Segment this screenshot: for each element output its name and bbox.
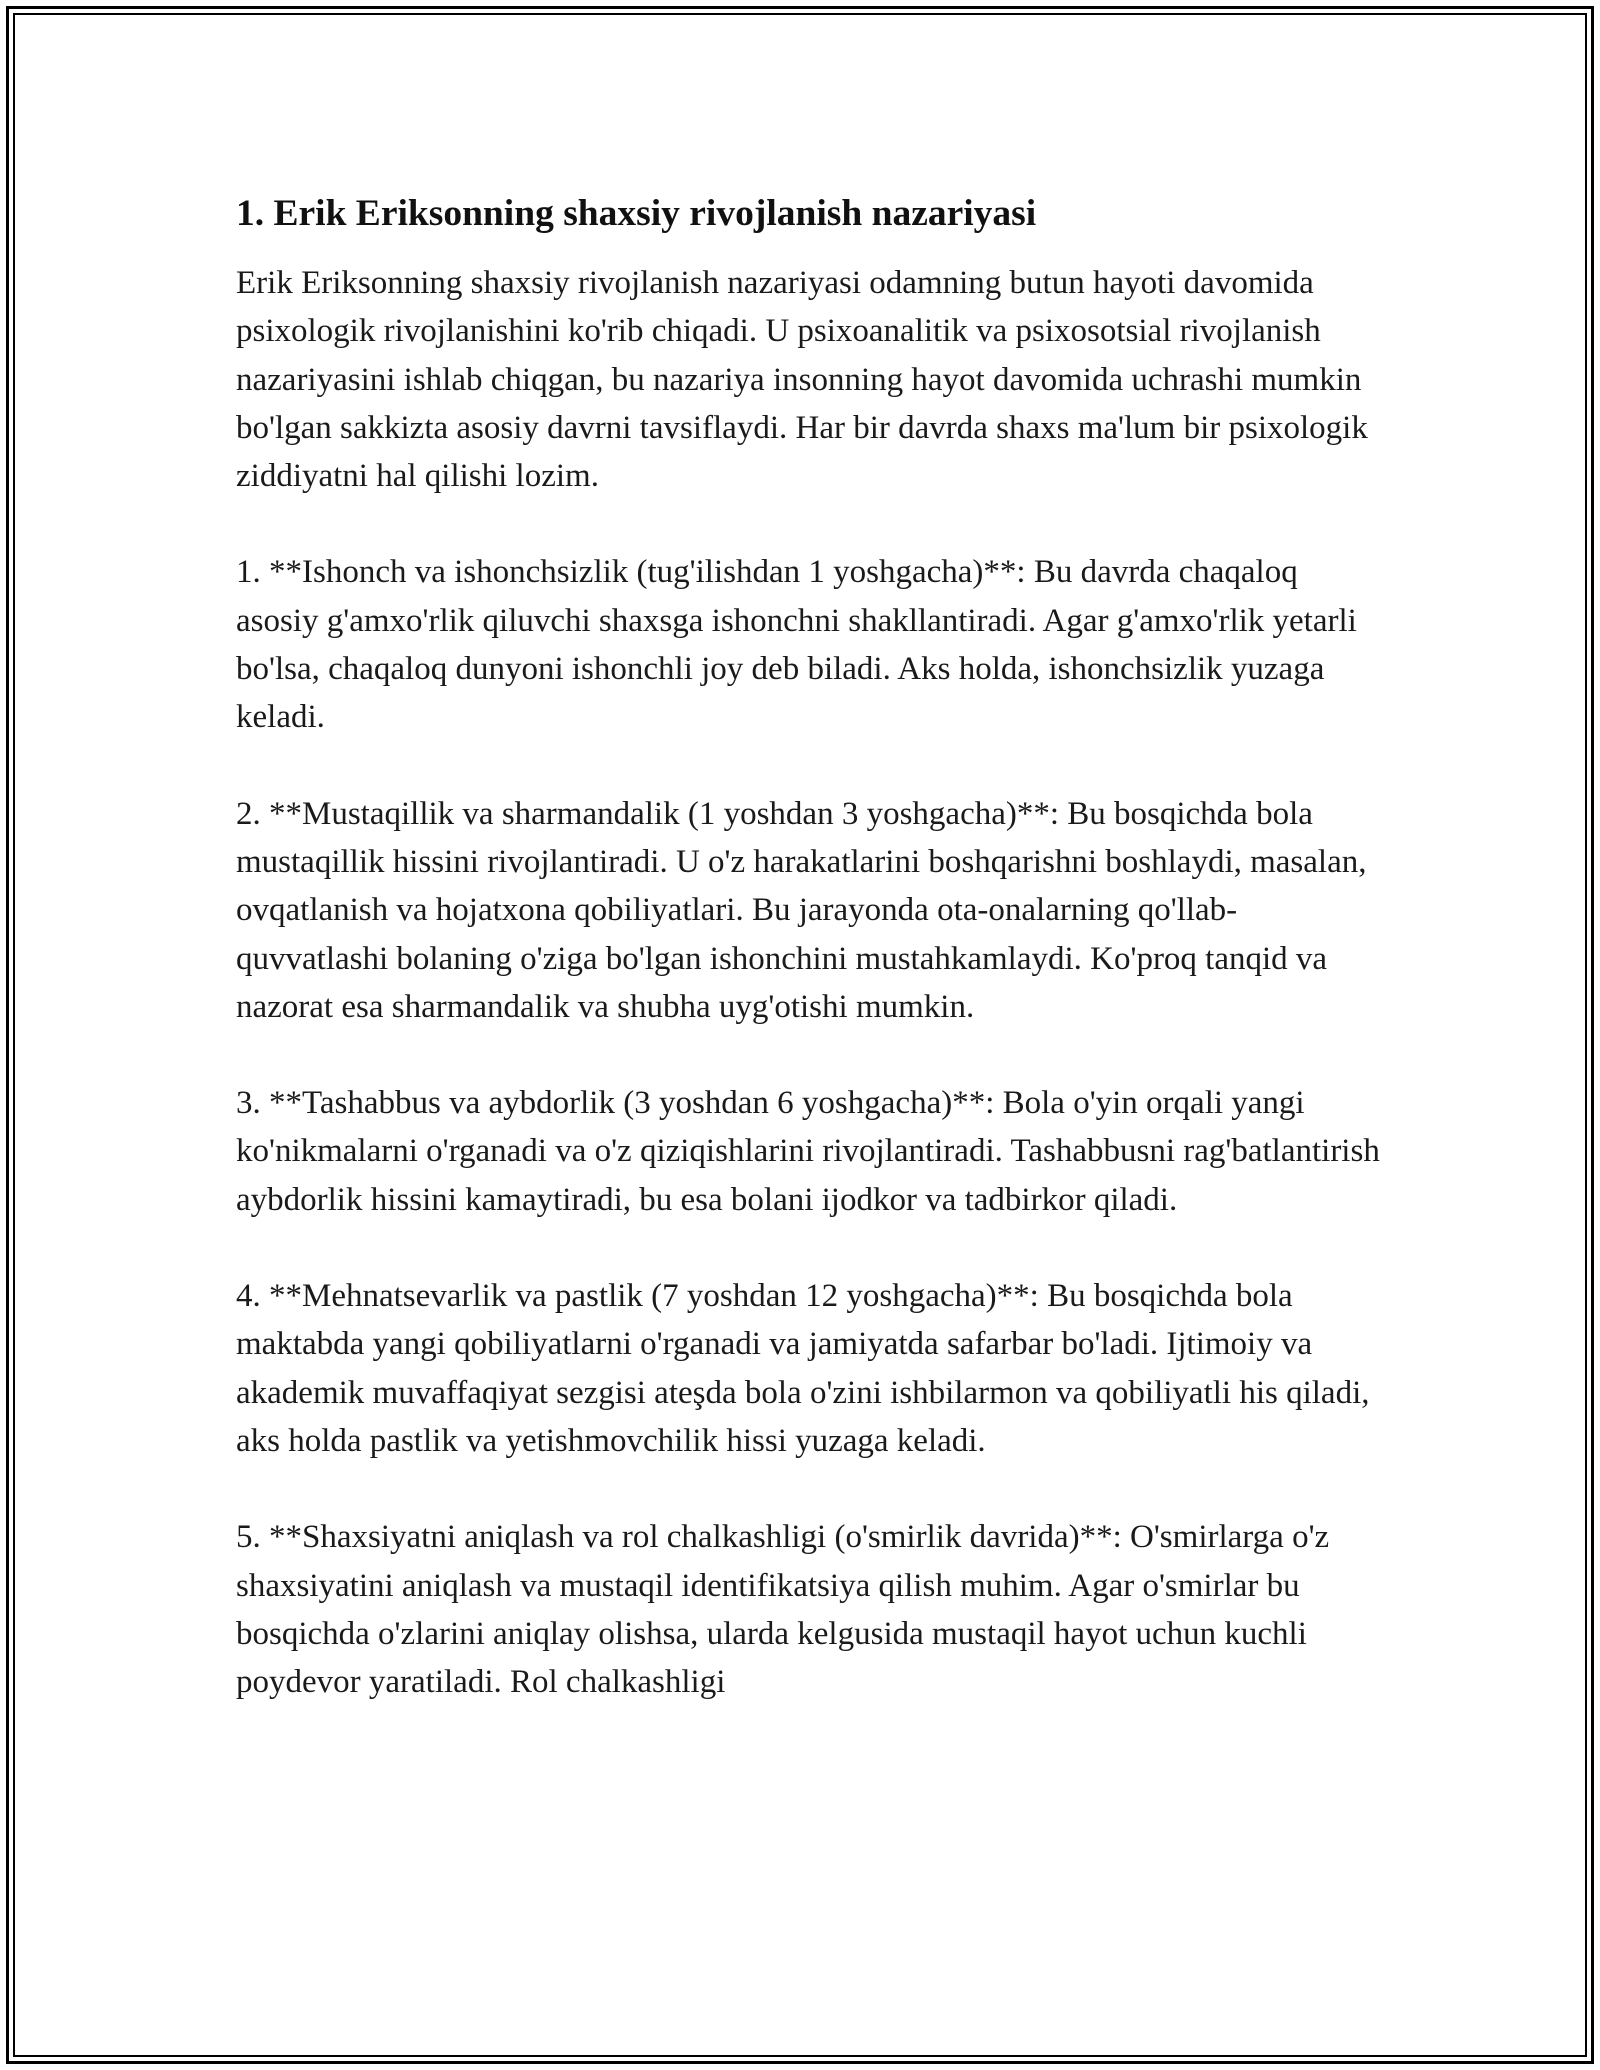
stage-2-paragraph: 2. **Mustaqillik va sharmandalik (1 yoshdan 3 yoshgacha)**: Bu bosqichda bola mustaqillik hissini rivojlantiradi. U o'z harakatlarini boshqarishni boshlaydi, masalan, ovqatlanish va hojatxona qobiliyatlari. Bu jarayonda ota-onalarning qo'llab-quvvatlashi bolaning o'ziga bo'lgan ishonchini mustahkamlaydi. Ko'proq tanqid va nazorat esa sharmandalik va shubha uyg'otishi mumkin.: [236, 795, 1367, 1025]
document-body: [236, 189, 1386, 1754]
document-title: 1. Erik Eriksonning shaxsiy rivojlanish nazariyasi: [236, 193, 1037, 234]
stage-1-paragraph: 1. **Ishonch va ishonchsizlik (tug'ilishdan 1 yoshgacha)**: Bu davrda chaqaloq asosiy g'amxo'rlik qiluvchi shaxsga ishonchni shakllantiradi. Agar g'amxo'rlik yetarli bo'lsa, chaqaloq dunyoni ishonchli joy deb biladi. Aks holda, ishonchsizlik yuzaga keladi.: [236, 554, 1357, 736]
stage-4-paragraph: 4. **Mehnatsevarlik va pastlik (7 yoshdan 12 yoshgacha)**: Bu bosqichda bola maktabda yangi qobiliyatlarni o'rganadi va jamiyatda safarbar bo'ladi. Ijtimoiy va akademik muvaffaqiyat sezgisi ateşda bola o'zini ishbilarmon va qobiliyatli his qiladi, aks holda pastlik va yetishmovchilik hissi yuzaga keladi.: [236, 1278, 1370, 1459]
stage-3-paragraph: 3. **Tashabbus va aybdorlik (3 yoshdan 6 yoshgacha)**: Bola o'yin orqali yangi ko'nikmalarni o'rganadi va o'z qiziqishlarini rivojlantiradi. Tashabbusni rag'batlantirish aybdorlik hissini kamaytiradi, bu esa bolani ijodkor va tadbirkor qiladi.: [236, 1085, 1380, 1218]
stage-5-paragraph: 5. **Shaxsiyatni aniqlash va rol chalkashligi (o'smirlik davrida)**: O'smirlarga o'z shaxsiyatini aniqlash va mustaqil identifikatsiya qilish muhim. Agar o'smirlar bu bosqichda o'zlarini aniqlay olishsa, ularda kelgusida mustaqil hayot uchun kuchli poydevor yaratiladi. Rol chalkashligi: [236, 1519, 1330, 1701]
intro-paragraph: Erik Eriksonning shaxsiy rivojlanish nazariyasi odamning butun hayoti davomida psixologik rivojlanishini ko'rib chiqadi. U psixoanalitik va psixosotsial rivojlanish nazariyasini ishlab chiqgan, bu nazariya insonning hayot davomida uchrashi mumkin bo'lgan sakkizta asosiy davrni tavsiflaydi. Har bir davrda shaxs ma'lum bir psixologik ziddiyatni hal qilishi lozim.: [236, 265, 1368, 495]
